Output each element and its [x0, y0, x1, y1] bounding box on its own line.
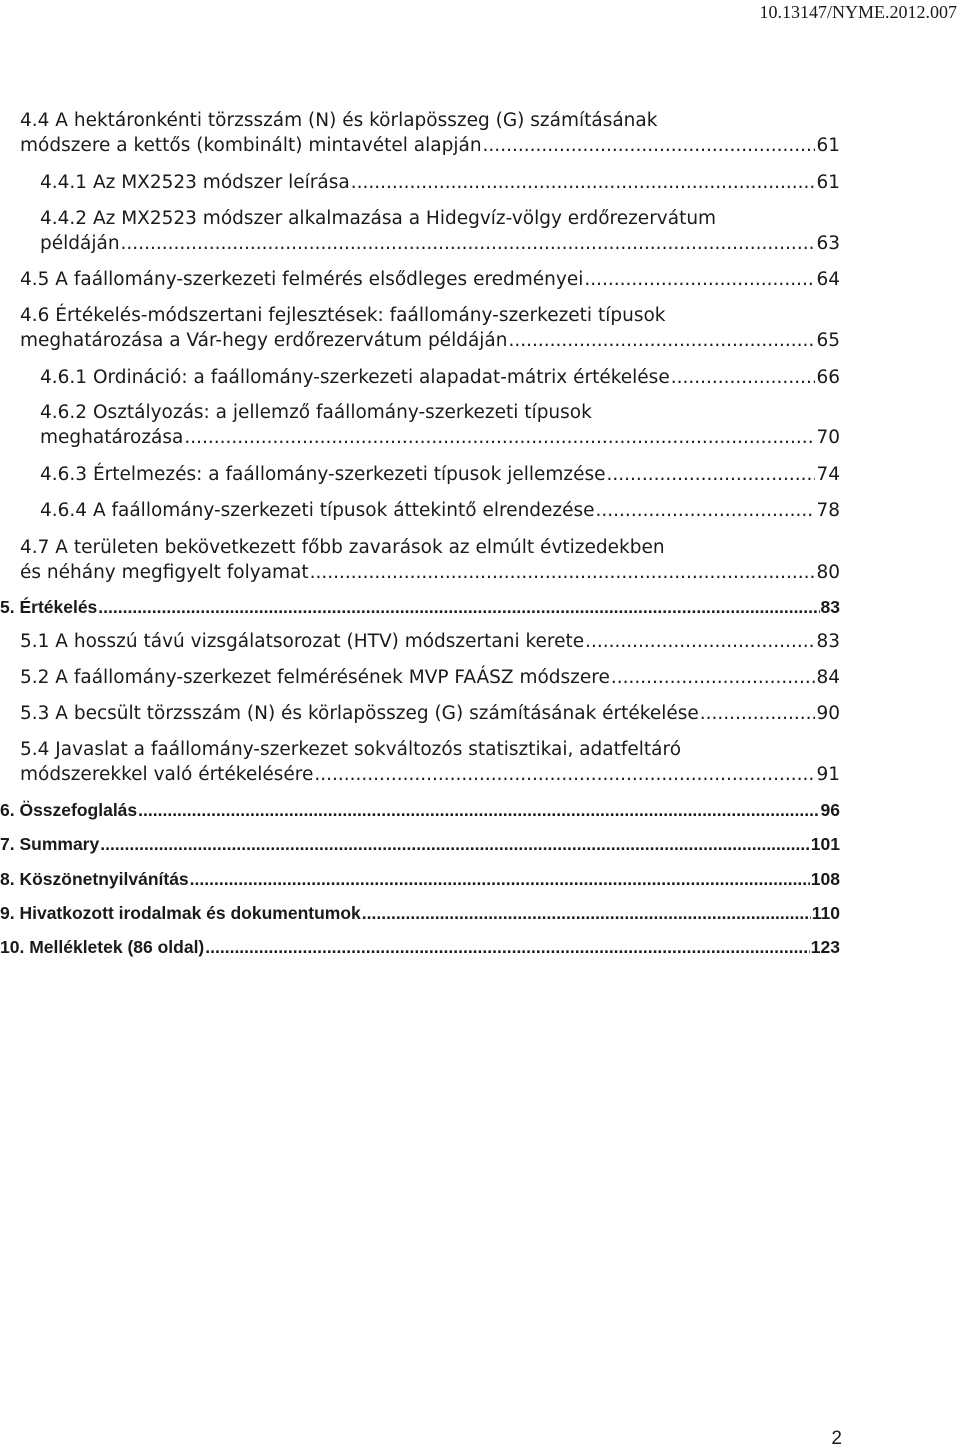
toc-leader-dots	[138, 800, 819, 821]
toc-leader-dots	[700, 703, 816, 724]
toc-entry-line	[20, 135, 840, 160]
toc-entry	[0, 597, 840, 622]
toc-leader-dots	[310, 562, 816, 583]
toc-leader-dots	[596, 500, 816, 521]
toc-entry	[0, 903, 840, 928]
toc-entry	[20, 631, 840, 656]
toc-entry-title: 9. Hivatkozott irodalmak és dokumentumok	[0, 903, 361, 923]
toc-leader-dots	[607, 464, 816, 485]
toc-page-number: 78	[816, 500, 840, 521]
toc-entry-line	[20, 667, 840, 692]
toc-leader-dots	[585, 631, 815, 652]
toc-page-number: 66	[816, 367, 840, 388]
toc-entry	[40, 402, 840, 452]
toc-leader-dots	[351, 172, 816, 193]
toc-page-number: 70	[816, 427, 840, 448]
toc-entry-line	[0, 903, 840, 928]
toc-page-number: 74	[816, 464, 840, 485]
toc-entry-line	[40, 208, 840, 233]
toc-entry-title: 10. Mellékletek (86 oldal)	[0, 937, 205, 957]
toc-page-number: 65	[816, 330, 840, 351]
toc-leader-dots	[100, 834, 810, 855]
toc-leader-dots	[184, 427, 815, 448]
toc-entry	[0, 937, 840, 962]
toc-leader-dots	[611, 667, 816, 688]
toc-entry-line	[20, 330, 840, 355]
toc-leader-dots	[509, 330, 816, 351]
toc-entry-title: módszerekkel való értékelésére	[20, 764, 314, 785]
toc-entry	[20, 110, 840, 160]
toc-entry-line	[20, 703, 840, 728]
toc-entry	[40, 367, 840, 392]
toc-entry-title: 8. Köszönetnyilvánítás	[0, 869, 189, 889]
toc-entry-title: 5.4 Javaslat a faállomány-szerkezet sokváltozós statisztikai, adatfeltáró	[20, 739, 682, 760]
toc-leader-dots	[121, 233, 816, 254]
toc-entry	[0, 869, 840, 894]
toc-entry-line	[40, 172, 840, 197]
toc-entry-line	[40, 427, 840, 452]
toc-entry-line	[20, 739, 840, 764]
toc-entry	[0, 800, 840, 825]
toc-entry-title: 6. Összefoglalás	[0, 800, 138, 820]
toc-page-number: 110	[811, 903, 840, 923]
toc-entry-line	[20, 537, 840, 562]
toc-leader-dots	[98, 597, 819, 618]
toc-leader-dots	[362, 903, 811, 924]
toc-entry	[20, 667, 840, 692]
toc-entry-title: 4.6.4 A faállomány-szerkezeti típusok áttekintő elrendezése	[40, 500, 595, 521]
toc-entry-title: meghatározása a Vár-hegy erdőrezervátum példáján	[20, 330, 508, 351]
toc-entry-title: példáján	[40, 233, 120, 254]
toc-entry-line	[40, 500, 840, 525]
toc-entry-title: 4.6.3 Értelmezés: a faállomány-szerkezeti típusok jellemzése	[40, 464, 606, 485]
toc-entry	[0, 834, 840, 859]
toc-entry	[20, 703, 840, 728]
toc-entry-line	[40, 402, 840, 427]
toc-entry-line	[0, 869, 840, 894]
toc-leader-dots	[314, 764, 815, 785]
toc-entry-title: 4.4.1 Az MX2523 módszer leírása	[40, 172, 350, 193]
toc-page-number: 61	[816, 135, 840, 156]
toc-entry-line	[20, 305, 840, 330]
toc-leader-dots	[205, 937, 810, 958]
toc-entry-title: 4.6.1 Ordináció: a faállomány-szerkezeti alapadat-mátrix értékelése	[40, 367, 670, 388]
toc-entry	[40, 500, 840, 525]
toc-page-number: 123	[810, 937, 840, 957]
toc-page-number: 83	[820, 597, 840, 617]
page-number: 2	[831, 1428, 842, 1449]
toc-entry-title: 5.1 A hosszú távú vizsgálatsorozat (HTV) módszertani kerete	[20, 631, 585, 652]
toc-entry-title: 4.6.2 Osztályozás: a jellemző faállomány-szerkezeti típusok	[40, 402, 592, 423]
toc-entry	[20, 739, 840, 789]
toc-entry-line	[20, 631, 840, 656]
toc-entry-title: 4.4 A hektáronkénti törzsszám (N) és körlapösszeg (G) számításának	[20, 110, 658, 131]
toc-page-number: 101	[810, 834, 840, 854]
toc-entry-line	[40, 464, 840, 489]
toc-entry-title: 4.5 A faállomány-szerkezeti felmérés elsődleges eredményei	[20, 269, 584, 290]
toc-entry-line	[20, 110, 840, 135]
toc-entry	[20, 269, 840, 294]
toc-page-number: 63	[816, 233, 840, 254]
toc-entry-line	[20, 562, 840, 587]
toc-entry	[40, 208, 840, 258]
doi-header: 10.13147/NYME.2012.007	[759, 2, 957, 22]
toc-entry-line	[40, 233, 840, 258]
toc-entry-line	[40, 367, 840, 392]
toc-entry-title: meghatározása	[40, 427, 184, 448]
toc-entry-line	[0, 597, 840, 622]
toc-entry-title: 7. Summary	[0, 834, 100, 854]
toc-entry-title: és néhány megfigyelt folyamat	[20, 562, 309, 583]
toc-entry	[40, 172, 840, 197]
toc-page-number: 83	[816, 631, 840, 652]
toc-entry-title: módszere a kettős (kombinált) mintavétel alapján	[20, 135, 482, 156]
toc-page-number: 61	[816, 172, 840, 193]
toc-entry-line	[0, 800, 840, 825]
toc-entry-title: 4.7 A területen bekövetkezett főbb zavarások az elmúlt évtizedekben	[20, 537, 665, 558]
toc-page-number: 64	[816, 269, 840, 290]
toc-entry-line	[0, 937, 840, 962]
toc-entry	[40, 464, 840, 489]
toc-entry-title: 5.2 A faállomány-szerkezet felmérésének MVP FAÁSZ módszere	[20, 667, 610, 688]
toc-leader-dots	[671, 367, 816, 388]
toc-page-number: 84	[816, 667, 840, 688]
toc-page-number: 91	[816, 764, 840, 785]
toc-entry-title: 4.4.2 Az MX2523 módszer alkalmazása a Hidegvíz-völgy erdőrezervátum	[40, 208, 717, 229]
toc-entry-title: 4.6 Értékelés-módszertani fejlesztések: faállomány-szerkezeti típusok	[20, 305, 666, 326]
toc-entry-line	[20, 269, 840, 294]
toc-page-number: 80	[816, 562, 840, 583]
toc-entry-line	[20, 764, 840, 789]
toc-entry	[20, 537, 840, 587]
toc-entry-title: 5.3 A becsült törzsszám (N) és körlapösszeg (G) számításának értékelése	[20, 703, 699, 724]
toc-page-number: 96	[820, 800, 840, 820]
toc-entry	[20, 305, 840, 355]
toc-entry-title: 5. Értékelés	[0, 597, 98, 617]
toc-entry-line	[0, 834, 840, 859]
toc-leader-dots	[483, 135, 816, 156]
toc-page-number: 90	[816, 703, 840, 724]
toc-page-number: 108	[810, 869, 840, 889]
toc-leader-dots	[584, 269, 815, 290]
toc-leader-dots	[190, 869, 810, 890]
